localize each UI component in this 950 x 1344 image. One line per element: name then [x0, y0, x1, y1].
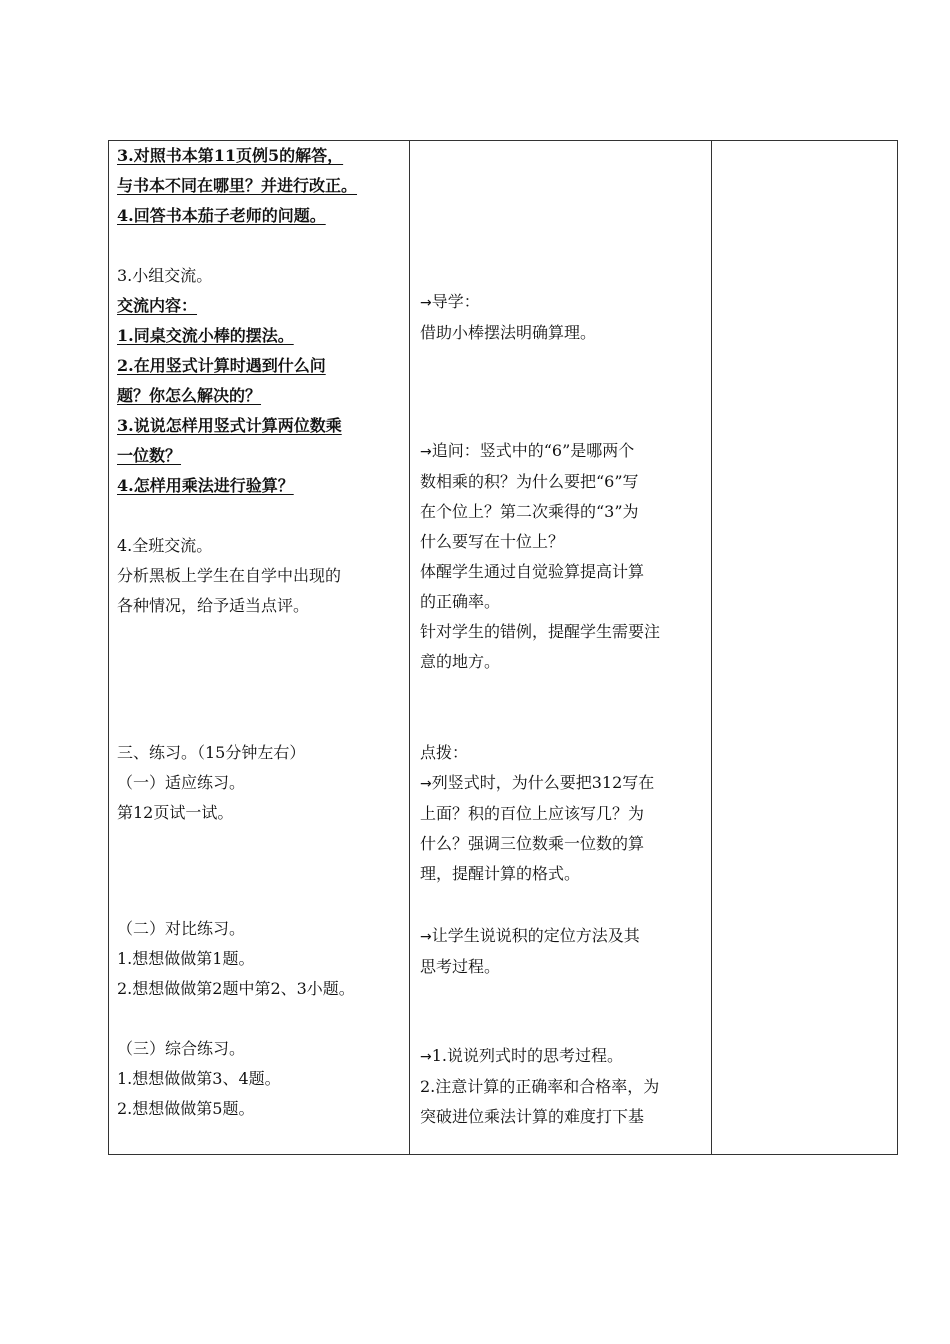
- practice-line: 2.想想做做第2题中第2、3小题。: [117, 979, 355, 998]
- practice-line: 1.想想做做第1题。: [117, 949, 255, 968]
- notes-column: [712, 141, 897, 1154]
- tip-line: 上面？积的百位上应该写几？为: [420, 804, 645, 823]
- group-heading: 3.小组交流。: [117, 266, 213, 285]
- practice-line: 第12页试一试。: [117, 803, 234, 822]
- comprehensive-practice-section: [117, 1034, 403, 1124]
- guide-section: [420, 287, 703, 348]
- task-list: [117, 141, 403, 231]
- ask-line: 数相乘的积？为什么要把“6”写: [420, 472, 639, 491]
- guide-label: 导学：: [431, 292, 480, 311]
- contrast-practice-section: [117, 914, 403, 1004]
- ask-first-line: 追问：竖式中的“6”是哪两个: [431, 441, 635, 460]
- last-line: 突破进位乘法计算的难度打下基: [420, 1107, 645, 1126]
- tip-line: 理，提醒计算的格式。: [420, 864, 581, 883]
- group-exchange-section: [117, 261, 403, 501]
- placement-section: [420, 921, 703, 982]
- exchange-item: 3.说说怎样用竖式计算两位数乘: [117, 416, 342, 435]
- ask-line: 体醒学生通过自觉验算提高计算: [420, 562, 645, 581]
- follow-up-section: [420, 436, 703, 677]
- exchange-item: 题？你怎么解决的？: [117, 386, 262, 405]
- practice-line: （一）适应练习。: [117, 773, 246, 792]
- task-item: 3.对照书本第11页例5的解答，: [117, 146, 344, 165]
- practice-line: 2.想想做做第5题。: [117, 1099, 255, 1118]
- exchange-item: 一位数？: [117, 446, 182, 465]
- last-line: 2.注意计算的正确率和合格率，为: [420, 1077, 660, 1096]
- arrow-icon: →: [420, 776, 432, 792]
- lesson-plan-table: [108, 140, 898, 1155]
- exchange-item: 4.怎样用乘法进行验算？: [117, 476, 294, 495]
- guidance-column: [410, 141, 712, 1154]
- tip-label: 点拨：: [420, 743, 469, 762]
- let-first-line: 让学生说说积的定位方法及其: [431, 926, 640, 945]
- practice-line: （二）对比练习。: [117, 919, 246, 938]
- guide-text: 借助小棒摆法明确算理。: [420, 323, 597, 342]
- last-first-line: 1.说说列式时的思考过程。: [431, 1046, 624, 1065]
- ask-line: 在个位上？第二次乘得的“3”为: [420, 502, 639, 521]
- practice-line: 1.想想做做第3、4题。: [117, 1069, 281, 1088]
- exchange-item: 1.同桌交流小棒的摆法。: [117, 326, 294, 345]
- ask-line: 针对学生的错例，提醒学生需要注: [420, 622, 661, 641]
- task-item: 与书本不同在哪里？并进行改正。: [117, 176, 358, 195]
- let-line: 思考过程。: [420, 957, 501, 976]
- ask-line: 意的地方。: [420, 652, 501, 671]
- arrow-icon: →: [420, 929, 432, 945]
- class-exchange-section: [117, 531, 403, 621]
- ask-line: 的正确率。: [420, 592, 501, 611]
- practice-section: [117, 738, 403, 828]
- thinking-section: [420, 1041, 703, 1132]
- practice-line: （三）综合练习。: [117, 1039, 246, 1058]
- tip-first-line: 列竖式时，为什么要把312写在: [431, 773, 655, 792]
- tip-section: [420, 738, 703, 889]
- class-line: 分析黑板上学生在自学中出现的: [117, 566, 342, 585]
- tip-line: 什么？强调三位数乘一位数的算: [420, 834, 645, 853]
- practice-heading: 三、练习。（15分钟左右）: [117, 743, 306, 762]
- class-line: 各种情况，给予适当点评。: [117, 596, 310, 615]
- class-heading: 4.全班交流。: [117, 536, 213, 555]
- exchange-item: 2.在用竖式计算时遇到什么问: [117, 356, 326, 375]
- arrow-icon: →: [420, 295, 432, 311]
- exchange-title: 交流内容：: [117, 296, 198, 315]
- ask-line: 什么要写在十位上？: [420, 532, 565, 551]
- task-item: 4.回答书本茄子老师的问题。: [117, 206, 326, 225]
- arrow-icon: →: [420, 444, 432, 460]
- activity-column: [109, 141, 410, 1154]
- arrow-icon: →: [420, 1049, 432, 1065]
